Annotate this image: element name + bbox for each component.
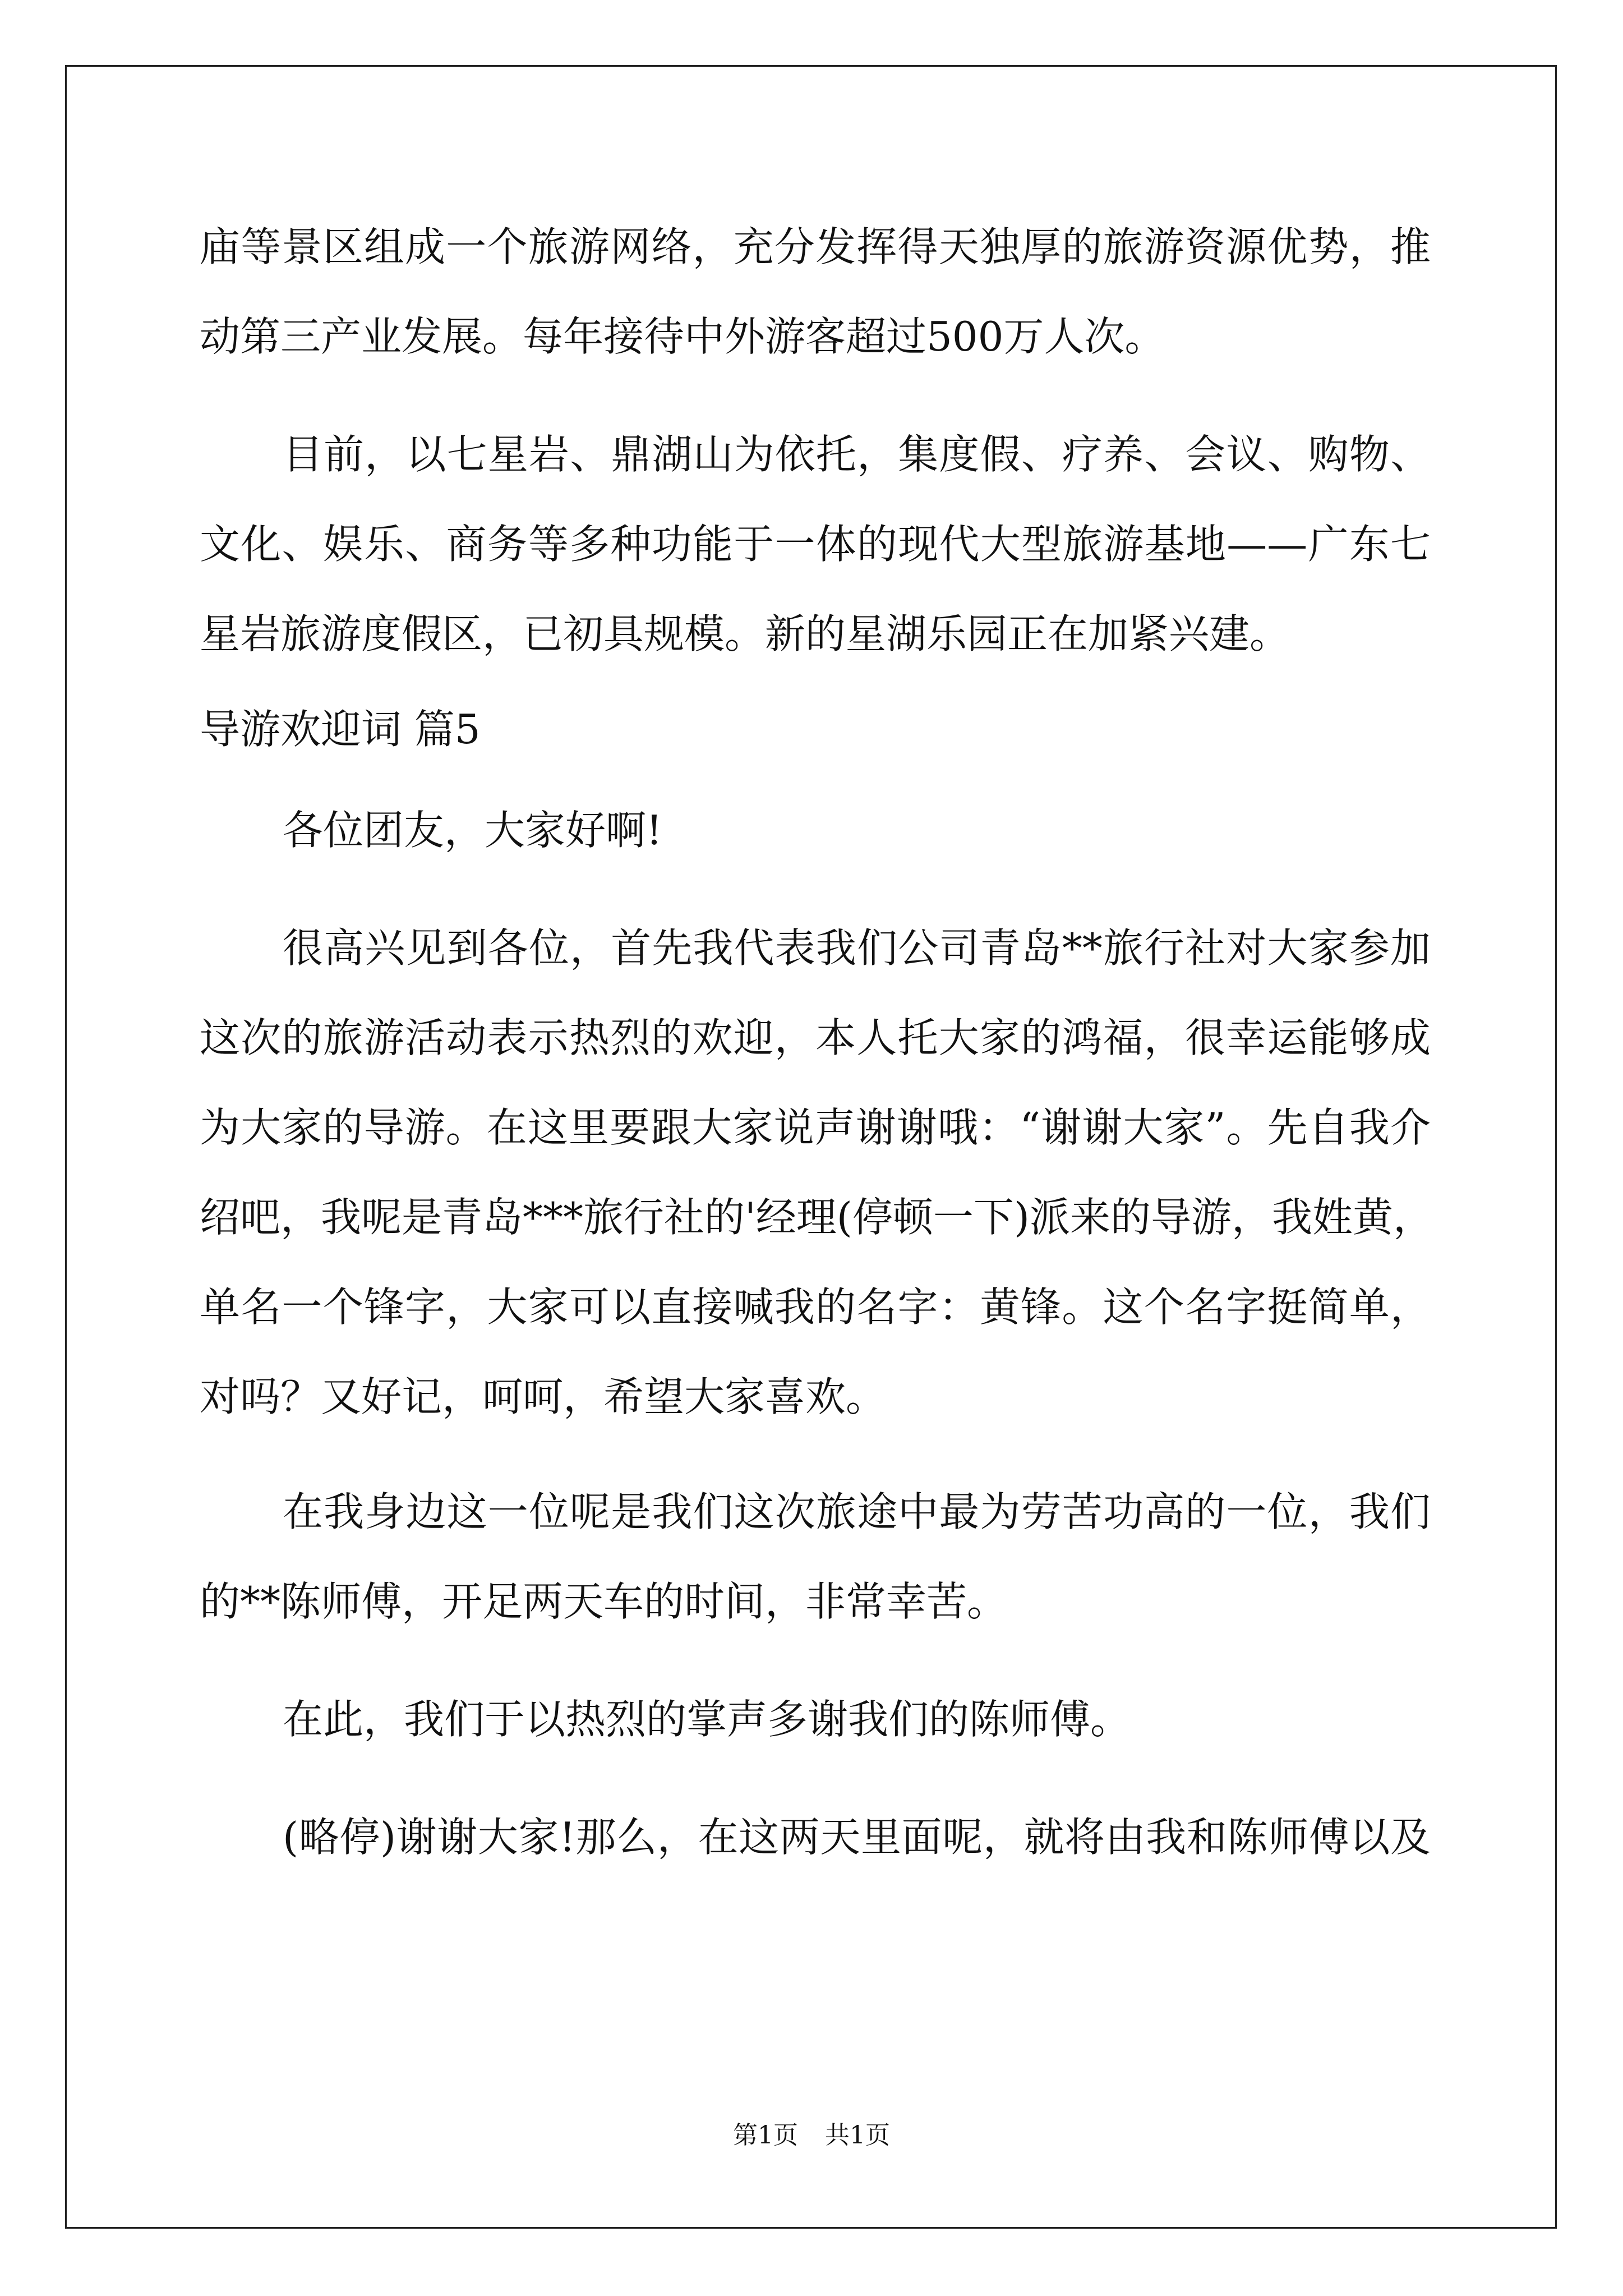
paragraph-line: 庙等景区组成一个旅游网络，充分发挥得天独厚的旅游资源优势，推 [200,223,1431,270]
paragraph-line: 为大家的导游。在这里要跟大家说声谢谢哦：“谢谢大家”。先自我介 [200,1104,1431,1151]
page-total: 共1页 [825,2121,890,2150]
paragraph-line: 单名一个锋字，大家可以直接喊我的名字：黄锋。这个名字挺简单， [200,1283,1431,1331]
paragraph-line: (略停)谢谢大家!那么，在这两天里面呢，就将由我和陈师傅以及 [283,1814,1431,1861]
paragraph-line: 在此，我们于以热烈的掌声多谢我们的陈师傅。 [283,1696,1131,1743]
paragraph-line: 星岩旅游度假区，已初具规模。新的星湖乐园正在加紧兴建。 [200,610,1290,657]
paragraph-line: 文化、娱乐、商务等多种功能于一体的现代大型旅游基地——广东七 [200,521,1431,568]
paragraph-line: 动第三产业发展。每年接待中外游客超过500万人次。 [200,313,1165,360]
paragraph-line: 目前，以七星岩、鼎湖山为依托，集度假、疗养、会议、购物、 [283,431,1431,478]
paragraph-line: 各位团友，大家好啊! [283,807,662,854]
paragraph-line: 很高兴见到各位，首先我代表我们公司青岛**旅行社对大家参加 [283,924,1431,972]
paragraph-line: 绍吧，我呢是青岛***旅行社的'经理(停顿一下)派来的导游，我姓黄， [200,1194,1433,1241]
paragraph-line: 在我身边这一位呢是我们这次旅途中最为劳苦功高的一位，我们 [283,1488,1431,1535]
paragraph-line: 对吗？又好记，呵呵，希望大家喜欢。 [200,1373,887,1420]
section-heading: 导游欢迎词 篇5 [200,706,481,753]
paragraph-line: 这次的旅游活动表示热烈的欢迎，本人托大家的鸿福，很幸运能够成 [200,1014,1431,1061]
paragraph-line: 的**陈师傅，开足两天车的时间，非常幸苦。 [200,1578,1008,1625]
page-footer [0,2119,1623,2152]
page-number: 第1页 [733,2121,798,2150]
